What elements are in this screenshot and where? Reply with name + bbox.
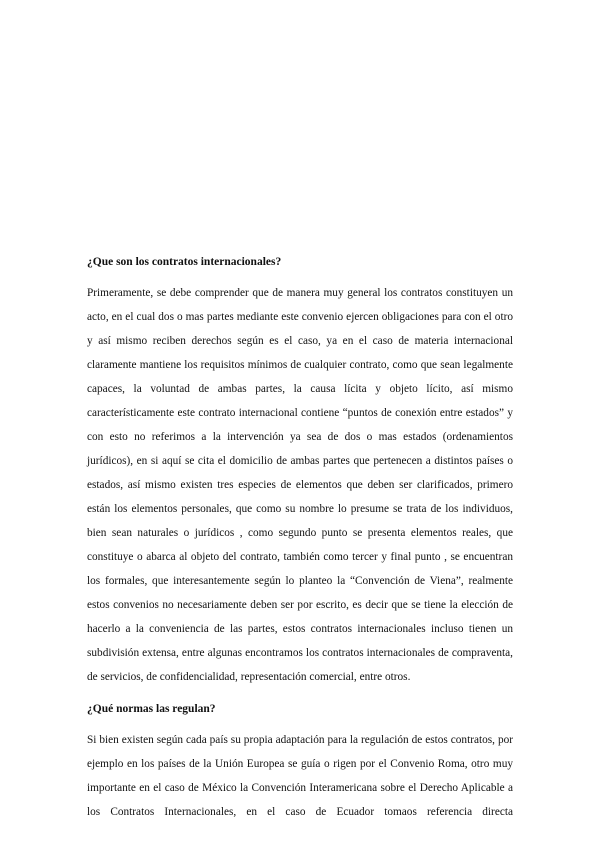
paragraph-regulations: Si bien existen según cada país su propia adaptación para la regulación de estos contratos, por ejemplo en los países de la Unión Europea se guía o rigen por el Convenio Roma, otro muy importante en el caso de México la Convención Interamericana sobre el Derecho Aplicable a los Contratos Internacionales, en el caso de Ecuador tomaos referencia directa	[87, 734, 513, 818]
paragraph-contracts: Primeramente, se debe comprender que de manera muy general los contratos constituyen un acto, en el cual dos o mas partes mediante este convenio ejercen obligaciones para con el otro y así mismo reciben derechos según es el caso, ya en el caso de materia internacional claramente mantiene los requisitos mínimos de cualquier contrato, como que sean legalmente capaces, la voluntad de ambas partes, la causa lícita y objeto lícito, así mismo característicamente este contrato internacional contiene “puntos de conexión entre estados” y con esto no referimos a la intervención ya sea de dos o mas estados (ordenamientos jurídicos), en si aquí se cita el domicilio de ambas partes que pertenecen a distintos países o estados, así mismo existen tres especies de elementos que deben ser clarificados, primero están los elementos personales, que como su nombre lo presume se trata de los individuos, bien sean naturales o jurídicos , como segundo punto se presenta elementos reales, que constituye o abarca al objeto del contrato, también como tercer y final punto , se encuentran los formales, que interesantemente según lo planteo la “Convención de Viena”, realmente estos convenios no necesariamente deben ser por escrito, es decir que se tiene la elección de hacerlo a la conveniencia de las partes, estos contratos internacionales incluso tienen un subdivisión extensa, entre algunas encontramos los contratos internacionales de compraventa, de servicios, de confidencialidad, representación comercial, entre otros.	[87, 287, 513, 683]
document-body	[87, 254, 513, 824]
section-heading-contracts: ¿Que son los contratos internacionales?	[87, 256, 282, 268]
section-heading-regulations: ¿Qué normas las regulan?	[87, 703, 216, 715]
